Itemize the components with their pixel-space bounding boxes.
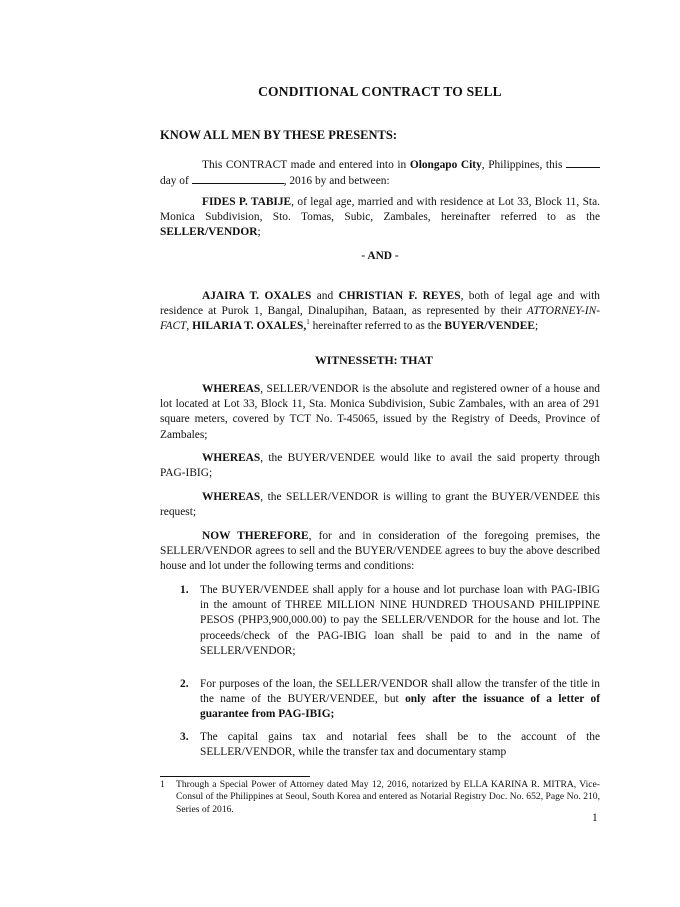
buyer-paragraph: AJAIRA T. OXALES and CHRISTIAN F. REYES, both of legal age and with residence at Purok 1, Bangal, Dinalupihan, Bataan, as represented by their ATTORNEY-IN-FACT, HILARIA T. OXALES,$^1$ hereinafter referred to as the BUYER/VENDEE; bbox=[160, 290, 600, 333]
footnote-divider bbox=[160, 776, 310, 777]
month-blank bbox=[192, 173, 284, 184]
footnote: 1 Through a Special Power of Attorney dated May 12, 2016, notarized by ELLA KARINA R. MITRA, Vice-Consul of the Philippines at Seoul, South Korea and entered as Notarial Registry Doc. No. 652, Page No. 210, Series of 2016. bbox=[160, 779, 600, 815]
now-therefore-paragraph: NOW THEREFORE, for and in consideration of the foregoing premises, the SELLER/VENDOR agrees to sell and the BUYER/VENDEE agrees to buy the above described house and lot under the following terms and conditions: bbox=[160, 530, 600, 573]
whereas-2: WHEREAS, the BUYER/VENDEE would like to avail the said property through PAG-IBIG; bbox=[160, 452, 600, 480]
witnesseth-heading: WITNESSETH: THAT bbox=[315, 353, 433, 367]
and-separator: - AND - bbox=[361, 250, 399, 262]
whereas-3: WHEREAS, the SELLER/VENDOR is willing to grant the BUYER/VENDEE this request; bbox=[160, 491, 600, 519]
term-item: 1. The BUYER/VENDEE shall apply for a house and lot purchase loan with PAG-IBIG in the amount of THREE MILLION NINE HUNDRED THOUSAND PHILIPPINE PESOS (PHP3,900,000.00) to pay the SELLER/VENDOR for the house and lot. The proceeds/check of the PAG-IBIG loan shall be paid to and in the name of SELLER/VENDOR; bbox=[180, 584, 600, 657]
page-number: 1 bbox=[592, 812, 598, 824]
seller-paragraph: FIDES P. TABIJE, of legal age, married and with residence at Lot 33, Block 11, Sta. Monica Subdivision, Sto. Tomas, Subic, Zambales, hereinafter referred to as the SELLER/VENDOR; bbox=[160, 196, 600, 239]
terms-list bbox=[180, 583, 600, 659]
terms-list bbox=[180, 730, 600, 760]
whereas-1: WHEREAS, SELLER/VENDOR is the absolute and registered owner of a house and lot located at Lot 33, Block 11, Sta. Monica Subdivision, Subic Zambales, with an area of 291 square meters, covered by TCT No. T-45065, issued by the Registry of Deeds, Province of Zambales; bbox=[160, 383, 600, 441]
terms-list bbox=[180, 677, 600, 723]
footnote-ref: 1 bbox=[306, 318, 310, 327]
term-item: 3. The capital gains tax and notarial fees shall be to the account of the SELLER/VENDOR, while the transfer tax and documentary stamp bbox=[180, 731, 600, 759]
preamble-heading: KNOW ALL MEN BY THESE PRESENTS: bbox=[160, 128, 397, 142]
term-item: 2. For purposes of the loan, the SELLER/VENDOR shall allow the transfer of the title in the name of the BUYER/VENDEE, but only after the issuance of a letter of guarantee from PAG-IBIG; bbox=[180, 678, 600, 721]
document-title: CONDITIONAL CONTRACT TO SELL bbox=[258, 84, 502, 99]
intro-paragraph: This CONTRACT made and entered into in Olongapo City, Philippines, this day of , 2016 by and between: bbox=[160, 157, 600, 189]
footnote-text: Through a Special Power of Attorney dated May 12, 2016, notarized by ELLA KARINA R. MITRA, Vice-Consul of the Philippines at Seoul, South Korea and entered as Notarial Registry Doc. No. 652, Page No. 210, Series of 2016. bbox=[176, 779, 600, 815]
day-blank bbox=[566, 157, 600, 168]
